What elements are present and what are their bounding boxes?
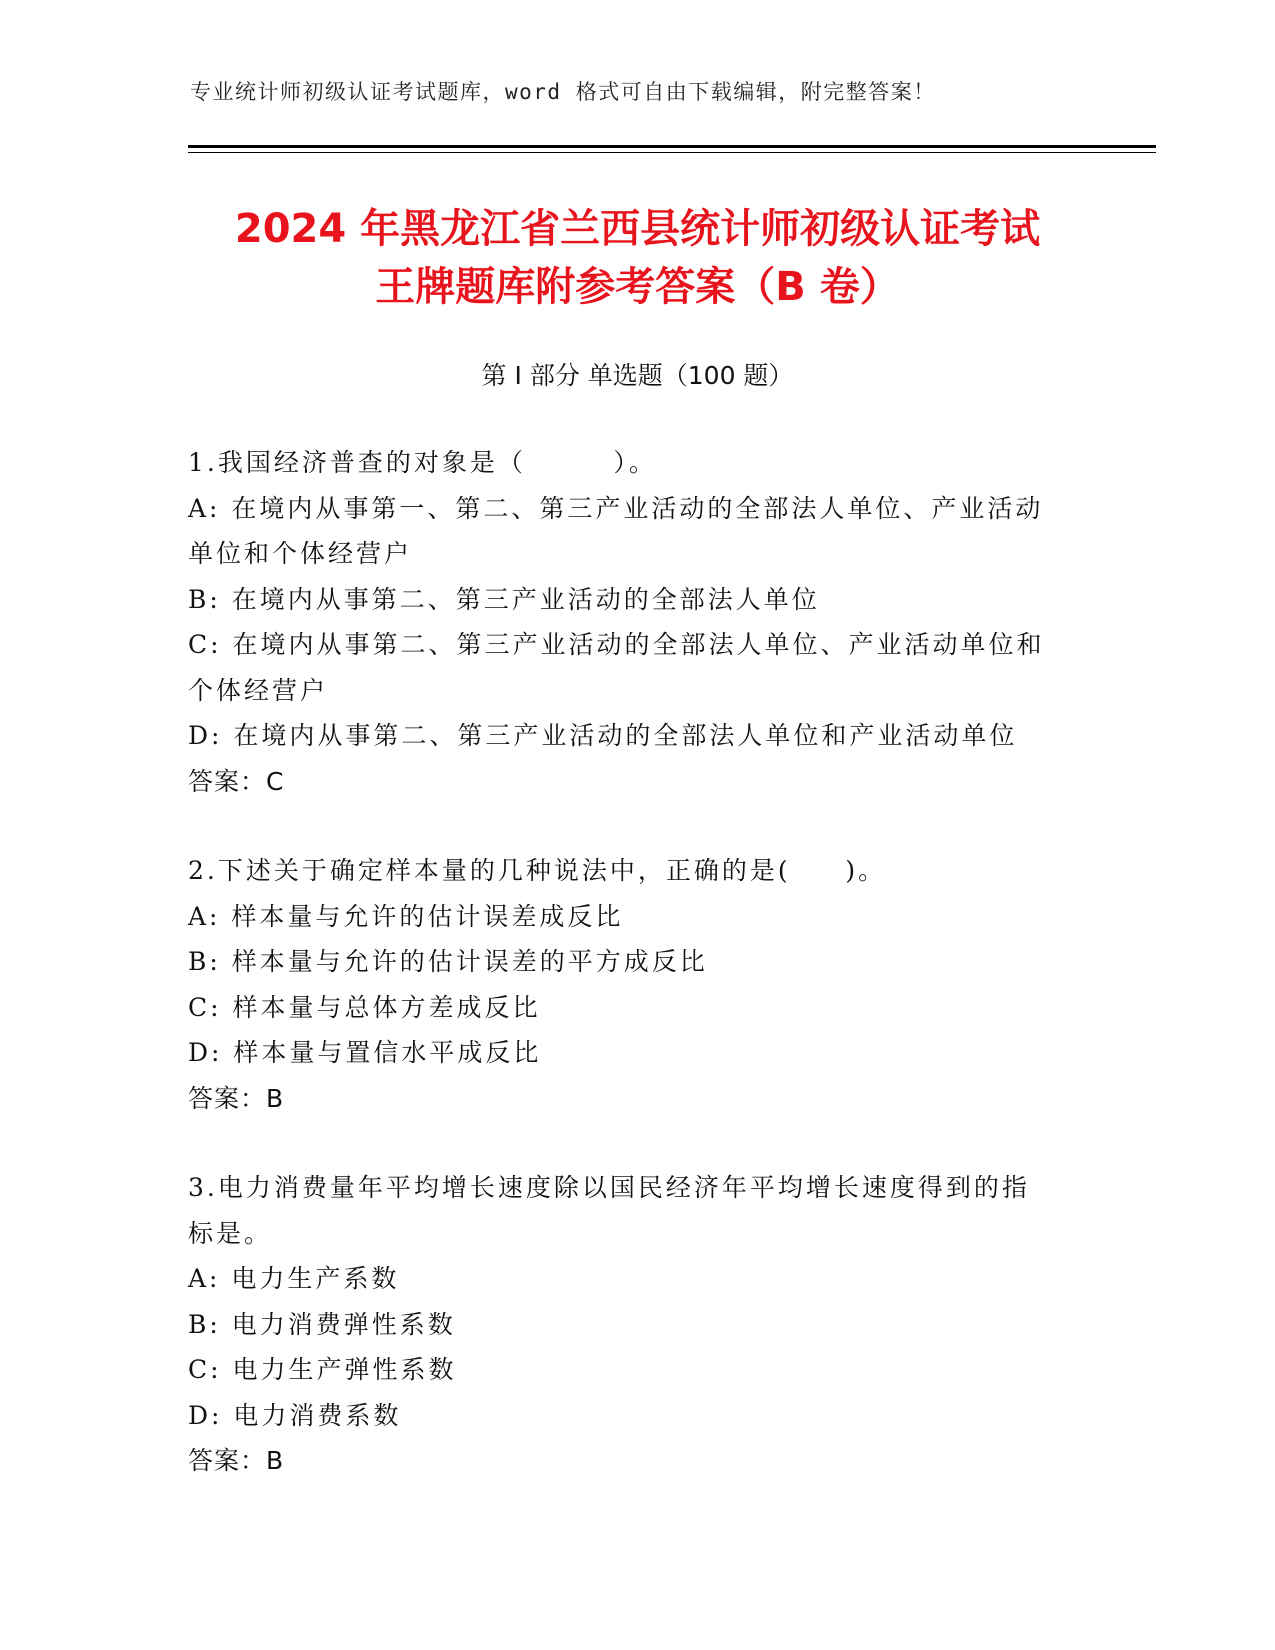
question-3-option-d: D: 电力消费系数 [188,1400,402,1430]
question-1-option-c: C: 在境内从事第二、第三产业活动的全部法人单位、产业活动单位和 [188,630,1045,659]
question-3-stem-cont: 标是。 [188,1218,273,1248]
title-line-1: 2024 年黑龙江省兰西县统计师初级认证考试 [234,206,1041,252]
question-1-answer: 答案：C [188,766,285,796]
question-3-stem: 3.电力消费量年平均增长速度除以国民经济年平均增长速度得到的指 [188,1173,1030,1202]
question-list [188,440,1088,1528]
question-3-answer: 答案：B [188,1446,285,1475]
section-heading: 第 I 部分 单选题（100 题） [481,361,794,390]
question-2-option-c: C: 样本量与总体方差成反比 [188,992,541,1022]
title-line-2: 王牌题库附参考答案（B 卷） [375,264,900,310]
question-2-option-b: B: 样本量与允许的估计误差的平方成反比 [188,947,708,976]
question-2-option-d: D: 样本量与置信水平成反比 [188,1038,542,1067]
question-3-option-a: A: 电力生产系数 [188,1264,400,1293]
question-3-option-b: B: 电力消费弹性系数 [188,1309,456,1339]
question-3-option-c: C: 电力生产弹性系数 [188,1355,457,1384]
question-2-stem: 2.下述关于确定样本量的几种说法中，正确的是( )。 [188,856,887,885]
question-2 [188,848,1088,1121]
question-1-option-c-cont: 个体经营户 [188,675,329,705]
question-1-option-b: B: 在境内从事第二、第三产业活动的全部法人单位 [188,584,820,614]
question-1-option-d: D: 在境内从事第二、第三产业活动的全部法人单位和产业活动单位 [188,721,1018,750]
question-1-option-a-cont: 单位和个体经营户 [188,539,413,568]
header-rule-thick [188,145,1156,148]
header-note: 专业统计师初级认证考试题库，word 格式可自由下载编辑，附完整答案！ [190,80,936,104]
document-title [150,200,1125,316]
question-2-answer: 答案：B [188,1083,285,1113]
question-1-stem: 1.我国经济普查的对象是（ ）。 [188,448,657,477]
question-1-option-a: A: 在境内从事第一、第二、第三产业活动的全部法人单位、产业活动 [188,493,1044,523]
question-3 [188,1165,1088,1484]
question-2-option-a: A: 样本量与允许的估计误差成反比 [188,901,624,931]
header-rule-thin [188,152,1156,153]
question-1 [188,440,1088,804]
